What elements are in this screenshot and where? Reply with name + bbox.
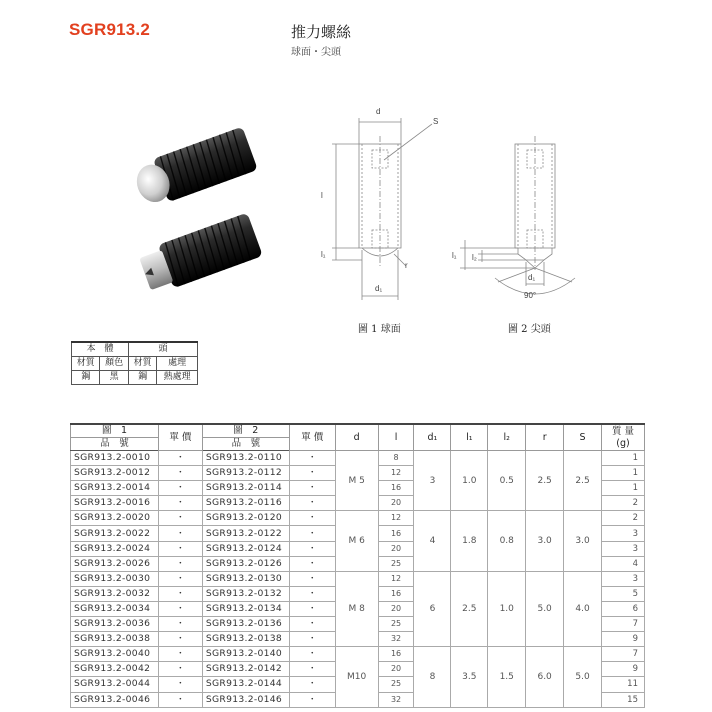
price-cell-fig1: ・ — [158, 466, 202, 481]
l2-cell: 1.0 — [488, 571, 526, 646]
table-row — [71, 571, 645, 586]
spec-head-d1: d₁ — [414, 424, 451, 451]
price-cell-fig2: ・ — [289, 617, 335, 632]
price-cell-fig1: ・ — [158, 662, 202, 677]
l2-cell: 0.8 — [488, 511, 526, 571]
dim-label-d: d — [376, 107, 381, 116]
part-number-fig2: SGR913.2-0146 — [202, 692, 289, 707]
dim-label-s: S — [433, 117, 439, 126]
price-cell-fig1: ・ — [158, 481, 202, 496]
part-number-fig2: SGR913.2-0138 — [202, 632, 289, 647]
part-number-fig2: SGR913.2-0144 — [202, 677, 289, 692]
price-cell-fig1: ・ — [158, 586, 202, 601]
weight-cell: 1 — [602, 466, 645, 481]
l2-cell: 1.5 — [488, 647, 526, 707]
l2-cell: 0.5 — [488, 451, 526, 511]
price-cell-fig1: ・ — [158, 647, 202, 662]
part-number-fig2: SGR913.2-0134 — [202, 601, 289, 616]
part-number-fig2: SGR913.2-0142 — [202, 662, 289, 677]
part-number-fig1: SGR913.2-0020 — [71, 511, 159, 526]
dim-label-l: l — [321, 191, 323, 200]
part-number-fig1: SGR913.2-0034 — [71, 601, 159, 616]
hex-size-cell: 4.0 — [564, 571, 602, 646]
length-cell: 16 — [378, 586, 414, 601]
price-cell-fig2: ・ — [289, 692, 335, 707]
price-cell-fig1: ・ — [158, 601, 202, 616]
weight-cell: 3 — [602, 571, 645, 586]
weight-cell: 9 — [602, 662, 645, 677]
part-number-fig2: SGR913.2-0114 — [202, 481, 289, 496]
length-cell: 32 — [378, 632, 414, 647]
price-cell-fig2: ・ — [289, 496, 335, 511]
spec-table — [70, 423, 645, 708]
table-row — [71, 511, 645, 526]
price-cell-fig1: ・ — [158, 677, 202, 692]
weight-cell: 3 — [602, 526, 645, 541]
radius-cell: 3.0 — [526, 511, 564, 571]
length-cell: 20 — [378, 662, 414, 677]
price-cell-fig2: ・ — [289, 662, 335, 677]
spec-head-l2: l₂ — [488, 424, 526, 451]
part-number-fig2: SGR913.2-0140 — [202, 647, 289, 662]
weight-cell: 15 — [602, 692, 645, 707]
dim-label-l1: l₁ — [321, 250, 326, 259]
price-cell-fig1: ・ — [158, 556, 202, 571]
part-number-fig2: SGR913.2-0120 — [202, 511, 289, 526]
price-cell-fig1: ・ — [158, 632, 202, 647]
price-cell-fig2: ・ — [289, 677, 335, 692]
dim-label-angle: 90° — [524, 291, 537, 300]
length-cell: 20 — [378, 496, 414, 511]
table-row — [71, 647, 645, 662]
price-cell-fig2: ・ — [289, 541, 335, 556]
length-cell: 20 — [378, 541, 414, 556]
price-cell-fig2: ・ — [289, 571, 335, 586]
price-cell-fig2: ・ — [289, 526, 335, 541]
part-number-fig1: SGR913.2-0046 — [71, 692, 159, 707]
weight-cell: 11 — [602, 677, 645, 692]
part-number-fig2: SGR913.2-0130 — [202, 571, 289, 586]
spec-head-s: S — [564, 424, 602, 451]
part-number-fig2: SGR913.2-0132 — [202, 586, 289, 601]
price-cell-fig2: ・ — [289, 466, 335, 481]
weight-cell: 4 — [602, 556, 645, 571]
length-cell: 25 — [378, 617, 414, 632]
part-number-fig1: SGR913.2-0038 — [71, 632, 159, 647]
hex-size-cell: 3.0 — [564, 511, 602, 571]
price-cell-fig2: ・ — [289, 556, 335, 571]
part-number-fig1: SGR913.2-0016 — [71, 496, 159, 511]
material-value-cell: 鋼 — [72, 370, 100, 384]
table-row — [71, 451, 645, 466]
price-cell-fig1: ・ — [158, 526, 202, 541]
product-photo — [128, 116, 288, 301]
material-head-cell: 顏色 — [100, 356, 128, 370]
length-cell: 20 — [378, 601, 414, 616]
price-cell-fig1: ・ — [158, 541, 202, 556]
weight-cell: 9 — [602, 632, 645, 647]
part-number-fig1: SGR913.2-0044 — [71, 677, 159, 692]
price-cell-fig1: ・ — [158, 692, 202, 707]
spec-head-l: l — [378, 424, 414, 451]
d1-cell: 4 — [414, 511, 451, 571]
price-cell-fig2: ・ — [289, 647, 335, 662]
price-cell-fig2: ・ — [289, 481, 335, 496]
price-cell-fig1: ・ — [158, 496, 202, 511]
price-cell-fig1: ・ — [158, 571, 202, 586]
l1-cell: 2.5 — [451, 571, 488, 646]
weight-cell: 2 — [602, 511, 645, 526]
material-head-cell: 材質 — [128, 356, 156, 370]
price-cell-fig1: ・ — [158, 511, 202, 526]
weight-cell: 3 — [602, 541, 645, 556]
part-number-fig1: SGR913.2-0024 — [71, 541, 159, 556]
material-head-cell: 處理 — [157, 356, 198, 370]
material-table — [71, 341, 198, 385]
figure-2-caption: 圖 2 尖頭 — [508, 324, 551, 335]
spec-head-d: d — [335, 424, 378, 451]
l1-cell: 1.0 — [451, 451, 488, 511]
product-code-title: SGR913.2 — [69, 20, 150, 39]
part-number-fig2: SGR913.2-0122 — [202, 526, 289, 541]
part-number-fig2: SGR913.2-0116 — [202, 496, 289, 511]
radius-cell: 6.0 — [526, 647, 564, 707]
spec-head-r: r — [526, 424, 564, 451]
length-cell: 16 — [378, 526, 414, 541]
spec-head-price2: 單 價 — [289, 424, 335, 451]
part-number-fig1: SGR913.2-0022 — [71, 526, 159, 541]
d1-cell: 3 — [414, 451, 451, 511]
technical-drawing — [310, 100, 600, 310]
part-number-fig1: SGR913.2-0042 — [71, 662, 159, 677]
part-number-fig1: SGR913.2-0030 — [71, 571, 159, 586]
length-cell: 12 — [378, 511, 414, 526]
price-cell-fig2: ・ — [289, 586, 335, 601]
part-number-fig1: SGR913.2-0010 — [71, 451, 159, 466]
weight-cell: 7 — [602, 647, 645, 662]
hex-size-cell: 2.5 — [564, 451, 602, 511]
part-number-fig1: SGR913.2-0040 — [71, 647, 159, 662]
part-number-fig1: SGR913.2-0026 — [71, 556, 159, 571]
material-head-body: 本 體 — [72, 342, 129, 356]
weight-cell: 6 — [602, 601, 645, 616]
part-number-fig2: SGR913.2-0136 — [202, 617, 289, 632]
price-cell-fig2: ・ — [289, 632, 335, 647]
weight-cell: 2 — [602, 496, 645, 511]
part-number-fig1: SGR913.2-0014 — [71, 481, 159, 496]
length-cell: 25 — [378, 556, 414, 571]
spec-head-fig2-part: 品 號 — [202, 438, 289, 451]
material-head-tip: 頭 — [128, 342, 197, 356]
price-cell-fig2: ・ — [289, 451, 335, 466]
dim-label-l1-fig2: l₁ — [452, 251, 457, 260]
weight-cell: 7 — [602, 617, 645, 632]
length-cell: 16 — [378, 481, 414, 496]
price-cell-fig2: ・ — [289, 511, 335, 526]
length-cell: 12 — [378, 466, 414, 481]
part-number-fig1: SGR913.2-0032 — [71, 586, 159, 601]
product-title: 推力螺絲 — [291, 23, 352, 41]
part-number-fig1: SGR913.2-0036 — [71, 617, 159, 632]
thread-size-cell: M 5 — [335, 451, 378, 511]
spec-head-fig1-part: 品 號 — [71, 438, 159, 451]
part-number-fig2: SGR913.2-0110 — [202, 451, 289, 466]
dim-label-l2-fig2: l₂ — [472, 253, 477, 262]
material-value-cell: 熱處理 — [157, 370, 198, 384]
length-cell: 16 — [378, 647, 414, 662]
d1-cell: 8 — [414, 647, 451, 707]
spec-head-weight — [602, 424, 645, 451]
thread-size-cell: M10 — [335, 647, 378, 707]
material-head-cell: 材質 — [72, 356, 100, 370]
dim-label-d1-fig2: d₁ — [528, 273, 536, 282]
product-subtitle: 球面・尖頭 — [291, 47, 341, 58]
length-cell: 32 — [378, 692, 414, 707]
weight-cell: 1 — [602, 451, 645, 466]
part-number-fig2: SGR913.2-0124 — [202, 541, 289, 556]
figure-1-caption: 圖 1 球面 — [358, 324, 401, 335]
weight-cell: 1 — [602, 481, 645, 496]
part-number-fig2: SGR913.2-0112 — [202, 466, 289, 481]
hex-size-cell: 5.0 — [564, 647, 602, 707]
spec-head-fig2: 圖 2 — [202, 424, 289, 438]
l1-cell: 3.5 — [451, 647, 488, 707]
d1-cell: 6 — [414, 571, 451, 646]
length-cell: 8 — [378, 451, 414, 466]
thread-size-cell: M 6 — [335, 511, 378, 571]
spec-head-price1: 單 價 — [158, 424, 202, 451]
radius-cell: 2.5 — [526, 451, 564, 511]
radius-cell: 5.0 — [526, 571, 564, 646]
spec-head-weight-unit: (g) — [616, 437, 630, 449]
price-cell-fig1: ・ — [158, 617, 202, 632]
dim-label-d1-fig1: d₁ — [375, 284, 383, 293]
material-value-cell: 鋼 — [128, 370, 156, 384]
dim-label-r: r — [405, 261, 408, 270]
thread-size-cell: M 8 — [335, 571, 378, 646]
part-number-fig1: SGR913.2-0012 — [71, 466, 159, 481]
part-number-fig2: SGR913.2-0126 — [202, 556, 289, 571]
length-cell: 12 — [378, 571, 414, 586]
spec-head-l1: l₁ — [451, 424, 488, 451]
length-cell: 25 — [378, 677, 414, 692]
spec-head-fig1: 圖 1 — [71, 424, 159, 438]
weight-cell: 5 — [602, 586, 645, 601]
l1-cell: 1.8 — [451, 511, 488, 571]
spec-head-weight-label: 質 量 — [611, 425, 635, 437]
material-value-cell: 黑 — [100, 370, 128, 384]
price-cell-fig2: ・ — [289, 601, 335, 616]
price-cell-fig1: ・ — [158, 451, 202, 466]
